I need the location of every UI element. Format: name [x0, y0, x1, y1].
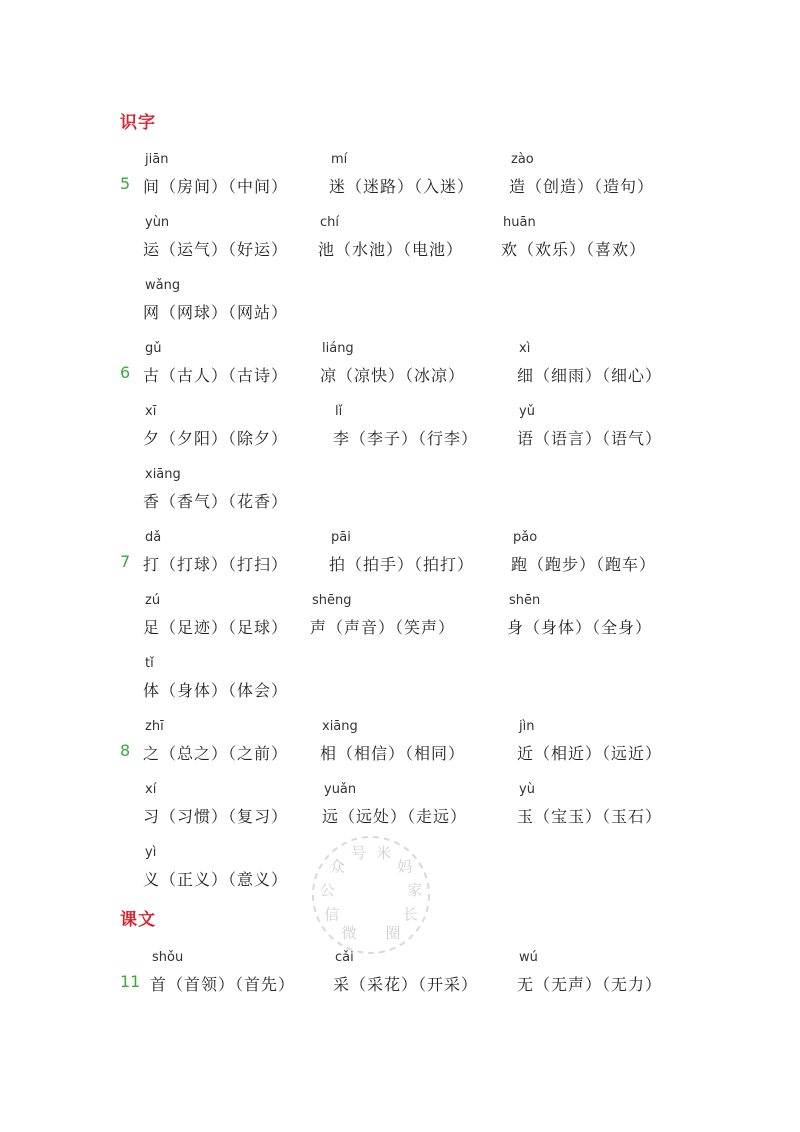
pinyin: zú — [145, 593, 161, 608]
pinyin: xiāng — [322, 719, 358, 734]
watermark-char: 妈 — [397, 857, 413, 876]
character-words: 池（水池）（电池） — [318, 240, 464, 259]
watermark-char: 米 — [376, 843, 392, 862]
character-words: 无（无声）（无力） — [517, 975, 663, 994]
character-words: 李（李子）（行李） — [333, 429, 479, 448]
pinyin: dǎ — [145, 530, 162, 545]
pinyin: tǐ — [145, 656, 154, 671]
pinyin: pāi — [331, 530, 351, 545]
character-words: 声（声音）（笑声） — [310, 618, 456, 637]
character-words: 体（身体）（体会） — [143, 681, 289, 700]
lesson-number: 5 — [120, 174, 131, 193]
watermark-char: 长 — [402, 905, 418, 924]
character-words: 夕（夕阳）（除夕） — [143, 429, 289, 448]
pinyin: pǎo — [513, 530, 538, 545]
pinyin: shēng — [312, 593, 352, 608]
vocab-row — [0, 782, 800, 834]
character-words: 之（总之）（之前） — [143, 744, 289, 763]
pinyin: liáng — [322, 341, 354, 356]
pinyin: zào — [511, 152, 534, 167]
pinyin: cǎi — [335, 950, 354, 965]
pinyin: gǔ — [145, 341, 162, 356]
character-words: 网（网球）（网站） — [143, 303, 289, 322]
character-words: 首（首领）（首先） — [150, 975, 296, 994]
pinyin: mí — [331, 152, 348, 167]
character-words: 相（相信）（相同） — [320, 744, 466, 763]
pinyin: jiān — [145, 152, 169, 167]
section-title-kewen: 课文 — [120, 910, 156, 930]
character-words: 拍（拍手）（拍打） — [329, 555, 475, 574]
lesson-number: 7 — [120, 552, 131, 571]
character-words: 身（身体）（全身） — [507, 618, 653, 637]
vocab-row — [0, 215, 800, 267]
character-words: 语（语言）（语气） — [517, 429, 663, 448]
watermark-char: 家 — [407, 880, 423, 899]
pinyin: shǒu — [152, 950, 184, 965]
vocab-row — [0, 404, 800, 456]
watermark-char: 众 — [329, 857, 345, 876]
pinyin: xì — [519, 341, 531, 356]
pinyin: xī — [145, 404, 157, 419]
character-words: 跑（跑步）（跑车） — [511, 555, 657, 574]
character-words: 凉（凉快）（冰凉） — [320, 366, 466, 385]
character-words: 香（香气）（花香） — [143, 492, 289, 511]
pinyin: shēn — [509, 593, 541, 608]
pinyin: yǔ — [519, 404, 535, 419]
vocab-row — [0, 278, 800, 330]
pinyin: lǐ — [335, 404, 343, 419]
character-words: 足（足迹）（足球） — [143, 618, 289, 637]
character-words: 古（古人）（古诗） — [143, 366, 289, 385]
character-words: 习（习惯）（复习） — [143, 807, 289, 826]
watermark-char: 公 — [319, 880, 335, 899]
pinyin: xí — [145, 782, 157, 797]
pinyin: yù — [519, 782, 535, 797]
lesson-number: 11 — [120, 972, 141, 991]
pinyin: zhī — [145, 719, 164, 734]
character-words: 细（细雨）（细心） — [517, 366, 663, 385]
vocab-row — [0, 719, 800, 771]
character-words: 打（打球）（打扫） — [143, 555, 289, 574]
pinyin: yùn — [145, 215, 170, 230]
character-words: 造（创造）（造句） — [509, 177, 655, 196]
pinyin: jìn — [519, 719, 535, 734]
character-words: 运（运气）（好运） — [143, 240, 289, 259]
pinyin: xiāng — [145, 467, 181, 482]
character-words: 采（采花）（开采） — [333, 975, 479, 994]
character-words: 迷（迷路）（入迷） — [329, 177, 475, 196]
character-words: 欢（欢乐）（喜欢） — [501, 240, 647, 259]
character-words: 玉（宝玉）（玉石） — [517, 807, 663, 826]
pinyin: wú — [519, 950, 538, 965]
character-words: 间（房间）（中间） — [143, 177, 289, 196]
pinyin: huān — [503, 215, 536, 230]
vocab-row — [0, 593, 800, 645]
section-title-shizi: 识字 — [120, 113, 156, 133]
vocab-row — [0, 152, 800, 204]
vocab-row — [0, 530, 800, 582]
character-words: 远（远处）（走远） — [322, 807, 468, 826]
vocab-row — [0, 467, 800, 519]
character-words: 近（相近）（远近） — [517, 744, 663, 763]
pinyin: wǎng — [145, 278, 181, 293]
vocab-row — [0, 341, 800, 393]
character-words: 义（正义）（意义） — [143, 870, 289, 889]
watermark-char: 微 — [341, 924, 357, 943]
watermark-char: 圈 — [385, 924, 401, 943]
vocab-row — [0, 656, 800, 708]
lesson-number: 6 — [120, 363, 131, 382]
pinyin: chí — [320, 215, 339, 230]
lesson-number: 8 — [120, 741, 131, 760]
watermark-char: 号 — [350, 843, 366, 862]
watermark-stamp — [306, 830, 436, 960]
pinyin: yuǎn — [324, 782, 357, 797]
watermark-char: 信 — [324, 905, 340, 924]
pinyin: yì — [145, 845, 157, 860]
